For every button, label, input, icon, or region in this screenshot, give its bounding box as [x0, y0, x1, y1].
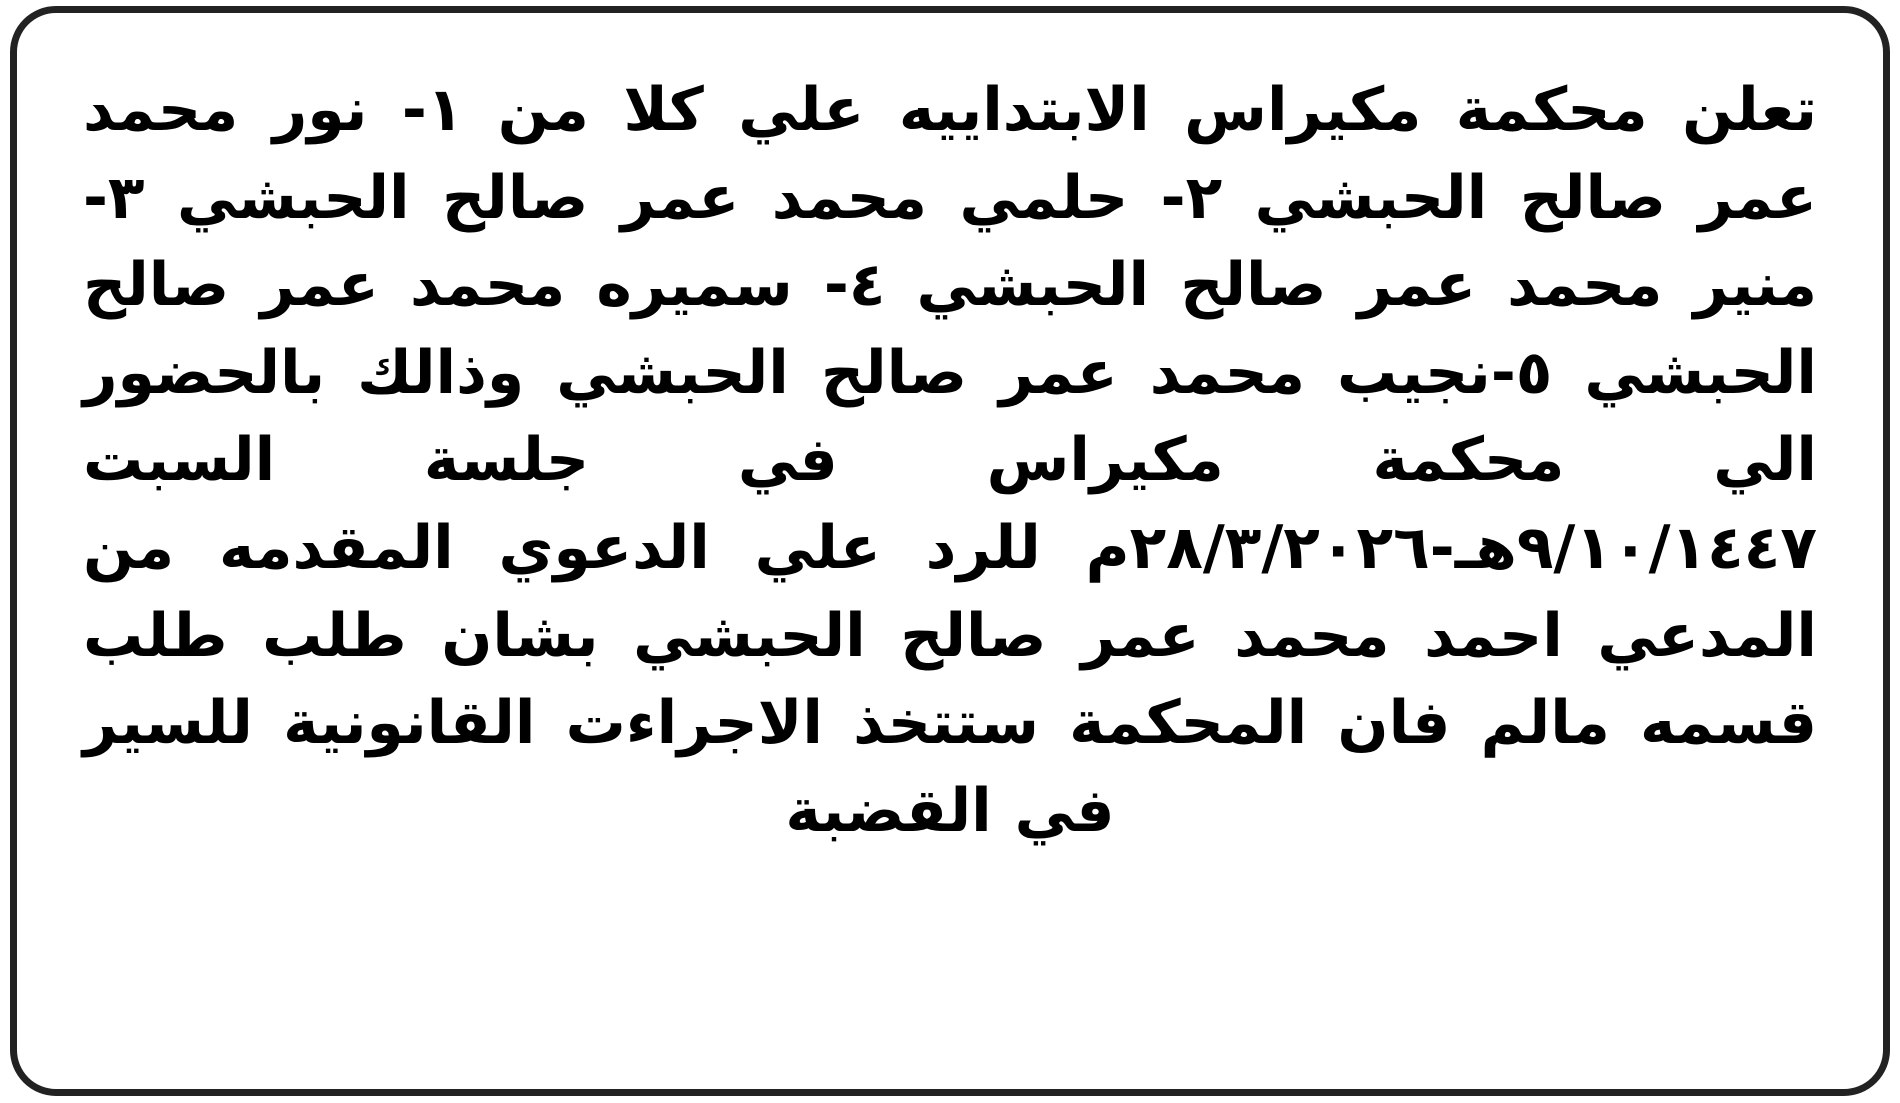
notice-text-block [83, 67, 1817, 855]
court-notice-card [10, 6, 1890, 1096]
notice-paragraph: تعلن محكمة مكيراس الابتداييه علي كلا من ١- نور محمد عمر صالح الحبشي ٢- حلمي محمد عمر صالح الحبشي ٣-منير محمد عمر صالح الحبشي ٤- سميره محمد عمر صالح الحبشي ٥-نجيب محمد عمر صالح الحبشي وذالك بالحضور الي محكمة مكيراس في جلسة السبت ٩/١٠/١٤٤٧هـ-٢٨/٣/٢٠٢٦م للرد علي الدعوي المقدمه من المدعي احمد محمد عمر صالح الحبشي بشان طلب طلب قسمه مالم فان المحكمة ستتخذ الاجراءت القانونية للسير في القضبة [83, 75, 1818, 846]
